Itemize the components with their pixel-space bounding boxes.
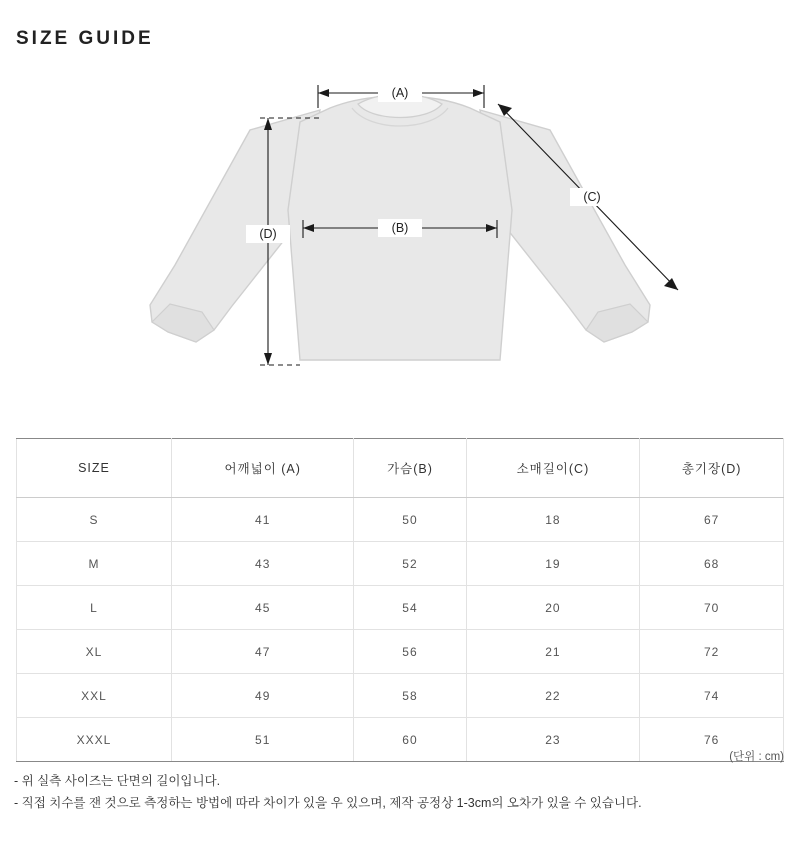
size-diagram bbox=[0, 60, 800, 420]
cell-length: 74 bbox=[640, 674, 784, 718]
cell-sleeve: 20 bbox=[466, 586, 640, 630]
table-row bbox=[17, 630, 784, 674]
cell-shoulder: 47 bbox=[172, 630, 354, 674]
cell-size: XL bbox=[17, 630, 172, 674]
column-header-shoulder: 어깨넓이 (A) bbox=[172, 439, 354, 498]
cell-chest: 54 bbox=[354, 586, 466, 630]
table-row bbox=[17, 586, 784, 630]
cell-sleeve: 19 bbox=[466, 542, 640, 586]
cell-sleeve: 22 bbox=[466, 674, 640, 718]
cell-size: S bbox=[17, 498, 172, 542]
cell-length: 72 bbox=[640, 630, 784, 674]
note-line-1: - 위 실측 사이즈는 단면의 길이입니다. bbox=[14, 774, 221, 788]
cell-length: 67 bbox=[640, 498, 784, 542]
table-row bbox=[17, 674, 784, 718]
cell-length: 76 bbox=[640, 718, 784, 762]
cell-shoulder: 45 bbox=[172, 586, 354, 630]
cell-shoulder: 43 bbox=[172, 542, 354, 586]
size-table-wrapper bbox=[16, 438, 784, 762]
garment-diagram-svg bbox=[0, 60, 800, 420]
cell-sleeve: 18 bbox=[466, 498, 640, 542]
cell-length: 68 bbox=[640, 542, 784, 586]
column-header-length: 총기장(D) bbox=[640, 439, 784, 498]
cell-shoulder: 49 bbox=[172, 674, 354, 718]
cell-chest: 50 bbox=[354, 498, 466, 542]
note-line-2: - 직접 치수를 잰 것으로 측정하는 방법에 따라 차이가 있을 우 있으며, 제작 공정상 1-3cm의 오차가 있을 수 있습니다. bbox=[14, 796, 642, 810]
cell-sleeve: 21 bbox=[466, 630, 640, 674]
cell-chest: 56 bbox=[354, 630, 466, 674]
label-d: (D) bbox=[259, 227, 277, 241]
page-title: SIZE GUIDE bbox=[16, 28, 154, 49]
table-row bbox=[17, 498, 784, 542]
label-b: (B) bbox=[391, 221, 409, 235]
cell-size: XXXL bbox=[17, 718, 172, 762]
column-header-size: SIZE bbox=[17, 439, 172, 498]
label-c: (C) bbox=[583, 190, 601, 204]
cell-chest: 52 bbox=[354, 542, 466, 586]
size-table-body bbox=[17, 498, 784, 762]
cell-length: 70 bbox=[640, 586, 784, 630]
column-header-chest: 가슴(B) bbox=[354, 439, 466, 498]
size-table bbox=[16, 438, 784, 762]
cell-size: XXL bbox=[17, 674, 172, 718]
notes-section bbox=[14, 770, 784, 814]
cell-shoulder: 41 bbox=[172, 498, 354, 542]
column-header-sleeve: 소매길이(C) bbox=[466, 439, 640, 498]
cell-size: M bbox=[17, 542, 172, 586]
table-header-row bbox=[17, 439, 784, 498]
cell-chest: 60 bbox=[354, 718, 466, 762]
unit-note: (단위 : cm) bbox=[729, 751, 784, 763]
cell-chest: 58 bbox=[354, 674, 466, 718]
cell-shoulder: 51 bbox=[172, 718, 354, 762]
table-row bbox=[17, 718, 784, 762]
cell-sleeve: 23 bbox=[466, 718, 640, 762]
label-a: (A) bbox=[391, 86, 409, 100]
size-table-head bbox=[17, 439, 784, 498]
table-row bbox=[17, 542, 784, 586]
cell-size: L bbox=[17, 586, 172, 630]
